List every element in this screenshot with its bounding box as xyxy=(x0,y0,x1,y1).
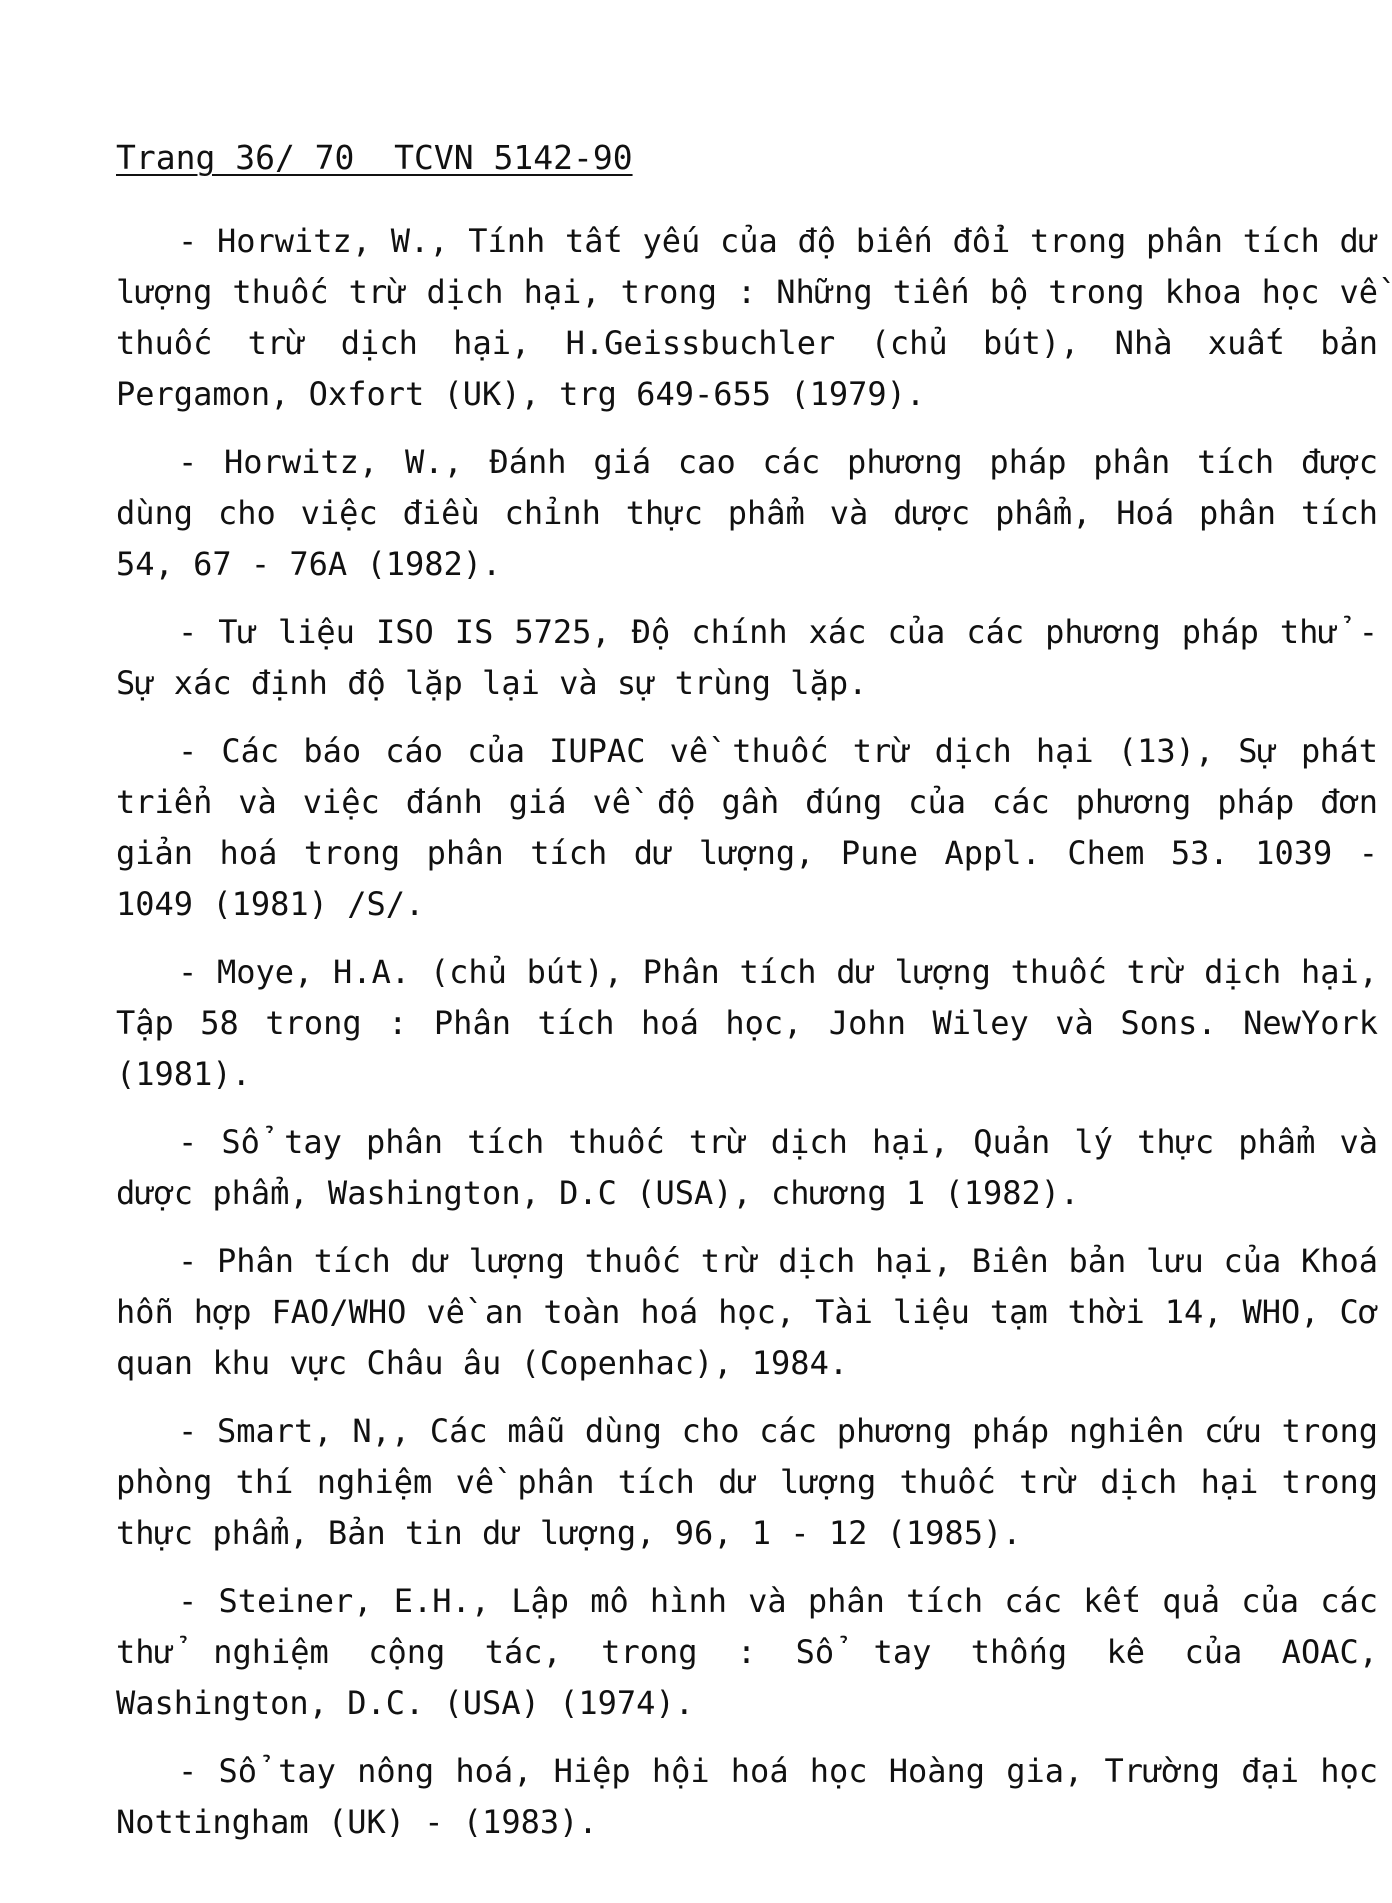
reference-list xyxy=(116,216,1378,1865)
reference-item: - Sổ tay phân tích thuốc trừ dịch hại, Quản lý thực phẩm và dược phẩm, Washington, D.C (USA), chương 1 (1982). xyxy=(116,1123,1378,1212)
reference-item: - Sổ tay nông hoá, Hiệp hội hoá học Hoàng gia, Trường đại học Nottingham (UK) - (1983). xyxy=(116,1752,1378,1841)
reference-item: - Steiner, E.H., Lập mô hình và phân tích các kết quả của các thử nghiệm cộng tác, trong : Sổ tay thống kê của AOAC, Washington, D.C. (USA) (1974). xyxy=(116,1582,1378,1722)
reference-item: - Tư liệu ISO IS 5725, Độ chính xác của các phương pháp thử - Sự xác định độ lặp lại và sự trùng lặp. xyxy=(116,613,1378,702)
reference-item: - Moye, H.A. (chủ bút), Phân tích dư lượng thuốc trừ dịch hại, Tập 58 trong : Phân tích hoá học, John Wiley và Sons. NewYork (1981). xyxy=(116,953,1378,1093)
page-header: Trang 36/ 70 TCVN 5142-90 xyxy=(116,138,633,177)
reference-item: - Phân tích dư lượng thuốc trừ dịch hại, Biên bản lưu của Khoá hỗn hợp FAO/WHO về an toàn hoá học, Tài liệu tạm thời 14, WHO, Cơ quan khu vực Châu âu (Copenhac), 1984. xyxy=(116,1242,1378,1382)
reference-item: - Smart, N,, Các mẫu dùng cho các phương pháp nghiên cứu trong phòng thí nghiệm về phân tích dư lượng thuốc trừ dịch hại trong thực phẩm, Bản tin dư lượng, 96, 1 - 12 (1985). xyxy=(116,1412,1378,1552)
reference-item: - Các báo cáo của IUPAC về thuốc trừ dịch hại (13), Sự phát triển và việc đánh giá về độ gần đúng của các phương pháp đơn giản hoá trong phân tích dư lượng, Pune Appl. Chem 53. 1039 - 1049 (1981) /S/. xyxy=(116,732,1378,923)
reference-item: - Horwitz, W., Tính tất yếu của độ biến đổi trong phân tích dư lượng thuốc trừ dịch hại, trong : Những tiến bộ trong khoa học về thuốc trừ dịch hại, H.Geissbuchler (chủ bút), Nhà xuất bản Pergamon, Oxfort (UK), trg 649-655 (1979). xyxy=(116,222,1378,413)
reference-item: - Horwitz, W., Đánh giá cao các phương pháp phân tích được dùng cho việc điều chỉnh thực phẩm và dược phẩm, Hoá phân tích 54, 67 - 76A (1982). xyxy=(116,443,1378,583)
